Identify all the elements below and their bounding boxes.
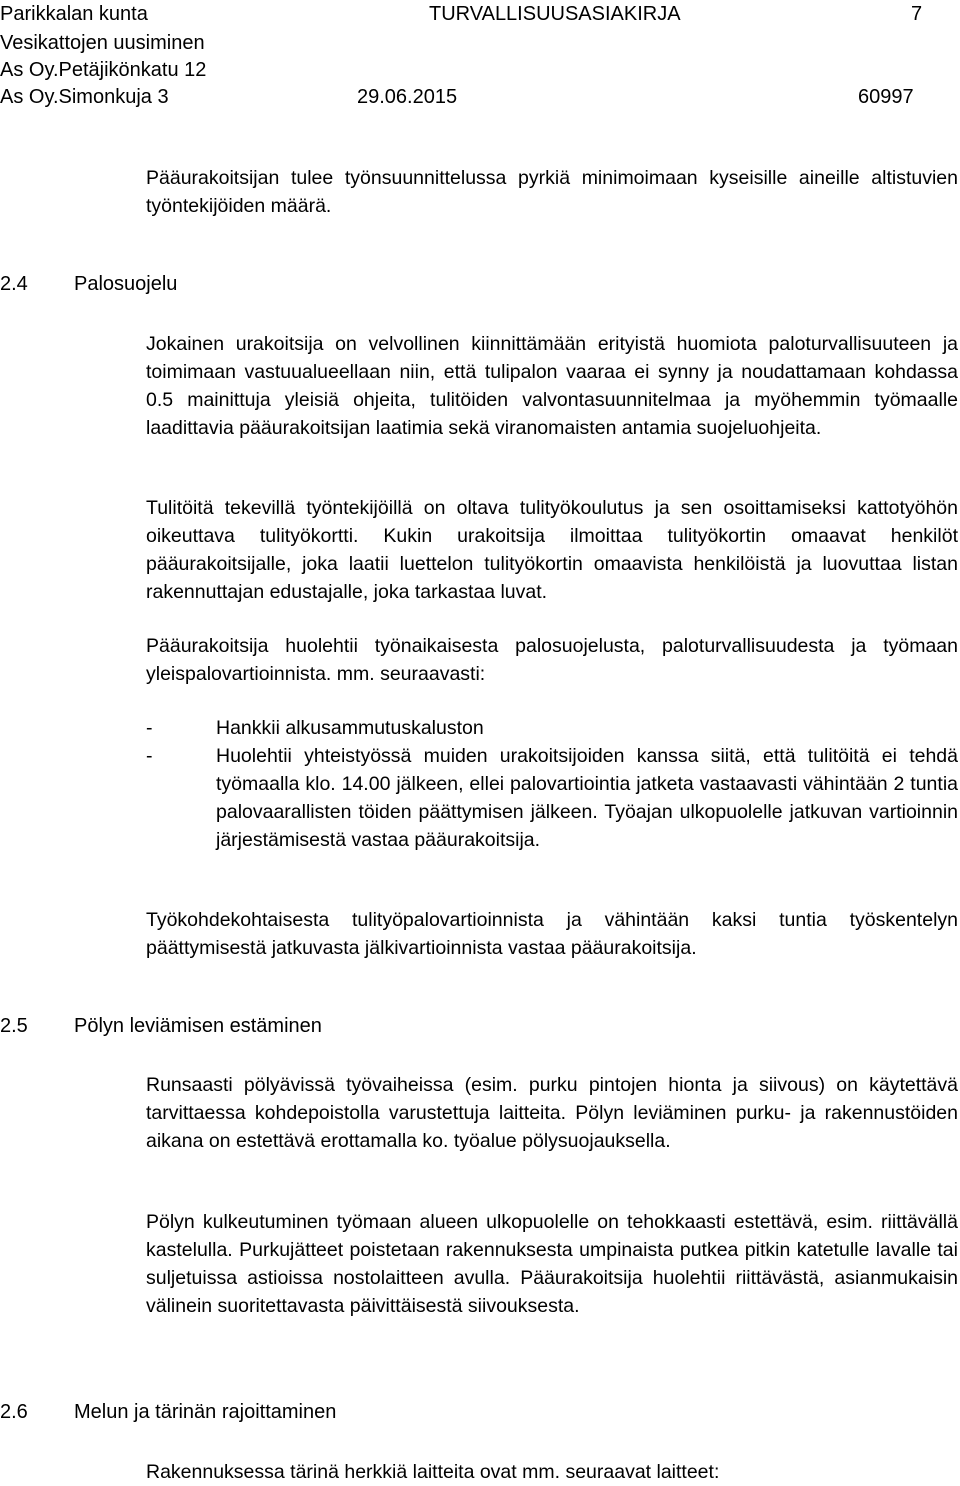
section-number: 2.5 — [0, 1015, 28, 1037]
section-number: 2.6 — [0, 1401, 28, 1423]
section-2-4-paragraph-1: Jokainen urakoitsija on velvollinen kiinnittämään erityistä huomiota paloturvallisuuteen ja toimimaan vastuualueellaan niin, että tulipalon vaaraa ei synny ja noudattamaan kohdassa 0.5 mainittuja yleisiä ohjeita, tulitöiden valvontasuunnitelmaa ja myöhemmin työmaalle laadittavia pääurakoitsijan laatimia sekä viranomaisten antamia suojeluohjeita. — [146, 333, 958, 439]
header-page-number: 7 — [911, 3, 923, 25]
section-2-5-paragraph-2: Pölyn kulkeutuminen työmaan alueen ulkopuolelle on tehokkaasti estettävä, esim. riittävällä kastelulla. Purkujätteet poistetaan rakennuksesta umpinaista putkea pitkin katetulle lavalle tai suljetuissa astioissa nostolaitteen avulla. Pääurakoitsija huolehtii riittävästä, asianmukaisin välinein suoritettavasta päivittäisestä siivouksesta. — [146, 1211, 958, 1317]
list-item — [146, 714, 958, 742]
section-heading-2-5 — [0, 1012, 322, 1040]
section-2-5-paragraph-1: Runsaasti pölyävissä työvaiheissa (esim. purku pintojen hionta ja siivous) on käytettävä tarvittaessa kohdepoistolla varustettuja laitteita. Pölyn leviäminen purku- ja rakennustöiden aikana on estettävä erottamalla ko. työalue pölysuojauksella. — [146, 1074, 958, 1152]
section-heading-2-4 — [0, 270, 177, 298]
list-item-text: Hankkii alkusammutuskaluston — [216, 717, 484, 739]
header-site-1: As Oy.Petäjikönkatu 12 — [0, 59, 207, 81]
section-title: Pölyn leviämisen estäminen — [74, 1015, 322, 1037]
header-date: 29.06.2015 — [357, 86, 458, 108]
header-doc-type: TURVALLISUUSASIAKIRJA — [429, 3, 681, 25]
intro-paragraph: Pääurakoitsijan tulee työnsuunnittelussa pyrkiä minimoimaan kyseisille aineille altistuvien työntekijöiden määrä. — [146, 167, 958, 217]
header-organization: Parikkalan kunta — [0, 3, 148, 25]
section-2-4-list — [146, 714, 958, 854]
list-dash: - — [146, 745, 153, 767]
header-site-2: As Oy.Simonkuja 3 — [0, 86, 169, 108]
list-dash: - — [146, 717, 153, 739]
header-project-code: 60997 — [858, 86, 914, 108]
section-title: Palosuojelu — [74, 273, 178, 295]
section-2-4-paragraph-2: Tulitöitä tekevillä työntekijöillä on oltava tulityökoulutus ja sen osoittamiseksi kattotyöhön oikeuttava tulityökortti. Kukin urakoitsija ilmoittaa tulityökortin omaavat henkilöt pääurakoitsijalle, joka laatii luettelon tulityökortin omaavista henkilöistä ja luovuttaa listan rakennuttajan edustajalle, joka tarkastaa luvat. — [146, 497, 958, 603]
section-heading-2-6 — [0, 1398, 336, 1426]
header-project: Vesikattojen uusiminen — [0, 32, 205, 54]
section-2-4-paragraph-4: Työkohdekohtaisesta tulityöpalovartioinnista ja vähintään kaksi tuntia työskentelyn päättymisestä jatkuvasta jälkivartioinnista vastaa pääurakoitsija. — [146, 909, 958, 959]
section-title: Melun ja tärinän rajoittaminen — [74, 1401, 337, 1423]
section-2-6-paragraph-1: Rakennuksessa tärinä herkkiä laitteita ovat mm. seuraavat laitteet: — [146, 1461, 720, 1483]
section-2-4-paragraph-3: Pääurakoitsija huolehtii työnaikaisesta palosuojelusta, paloturvallisuudesta ja työmaan yleispalovartioinnista. mm. seuraavasti: — [146, 635, 958, 685]
section-number: 2.4 — [0, 273, 28, 295]
list-item-text: Huolehtii yhteistyössä muiden urakoitsijoiden kanssa siitä, että tulitöitä ei tehdä työmaalla klo. 14.00 jälkeen, ellei palovartiointia jatketa vastaavasti vähintään 2 tuntia palovaarallisten töiden päättymisen jälkeen. Työajan ulkopuolelle jatkuvan vartioinnin järjestämisestä vastaa pääurakoitsija. — [216, 745, 958, 851]
list-item — [146, 742, 958, 854]
